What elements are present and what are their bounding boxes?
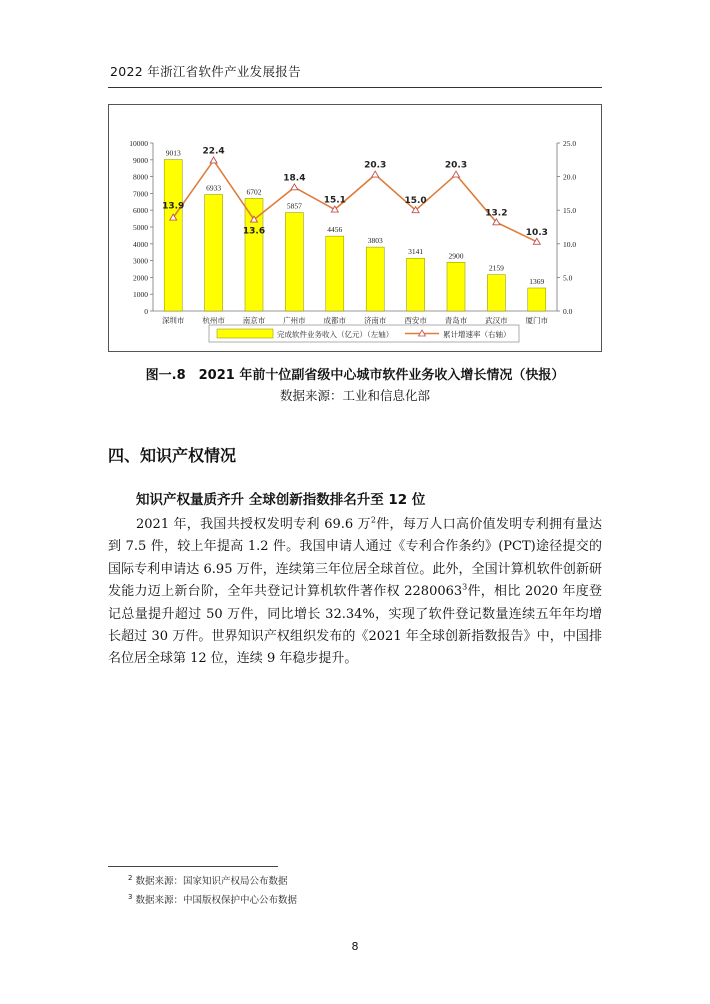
footnote-3 [128,892,297,906]
left-tick-label: 9000 [133,155,148,165]
bar-value-label: 2159 [488,263,504,273]
growth-value-label: 13.9 [162,201,185,212]
footnote-2 [128,873,288,887]
growth-value-label: 13.2 [485,208,508,219]
para-text-3: 件，相比 2020 年度登记总量提升超过 50 万件，同比增长 32.34%，实现了软件登记数量连续五年年均增长超过 30 万件。世界知识产权组织发布的《2021 年全球创新指数报告》中，中国排名位居全球第 12 位，连续 9 年稳步提升。 [108,584,602,667]
bar-value-label: 6933 [206,183,222,193]
combo-chart [109,105,603,353]
right-tick-label: 15.0 [563,206,577,216]
legend-line-label: 累计增速率（右轴） [443,330,511,339]
bar-7 [447,262,465,311]
footnote-text: 数据来源：国家知识产权局公布数据 [132,876,288,887]
bar-value-label: 3803 [367,236,383,246]
bar-value-label: 4456 [327,225,343,235]
bar-5 [366,247,384,311]
footnote-rule [108,866,278,867]
growth-point-1 [210,157,217,163]
bar-value-label: 3141 [408,247,424,257]
sub-heading: 知识产权量质齐升 全球创新指数排名升至 12 位 [136,492,426,508]
left-tick-label: 7000 [133,189,148,199]
para-text-2: 件，每万人口高价值发明专利拥有量达到 7.5 件，较上年提高 1.2 件。我国申请人通过《专利合作条约》(PCT)途径提交的国际专利申请达 6.95 万件，连续第三年位居全球首位。此外，全国计算机软件创新研发能力迈上新台阶，全年共登记计算机软件著作权 2280063 [108,517,602,600]
growth-point-5 [372,171,379,177]
header-rule [108,87,602,88]
bar-3 [285,213,303,311]
left-tick-label: 8000 [133,172,148,182]
growth-value-label: 15.1 [323,195,346,206]
footnote-text: 数据来源：中国版权保护中心公布数据 [132,895,297,906]
bar-6 [407,258,425,311]
category-label: 武汉市 [485,316,508,325]
category-label: 南京市 [242,316,266,325]
bar-0 [162,160,185,311]
legend-bar-swatch [217,329,273,338]
right-tick-label: 5.0 [563,273,573,283]
category-label: 西安市 [404,316,427,325]
growth-value-label: 20.3 [444,160,468,171]
growth-value-label: 18.4 [283,173,306,184]
footnote-ref-3: 3 [462,582,468,592]
para-text-1: 2021 年，我国共授权发明专利 69.6 万 [136,517,371,532]
growth-line [173,160,537,241]
right-tick-label: 20.0 [563,172,577,182]
left-tick-label: 0 [144,307,148,316]
footnote-mark: 3 [128,892,133,901]
category-label: 广州市 [283,316,306,325]
body-paragraph [108,514,602,671]
section-heading: 四、知识产权情况 [108,446,237,465]
left-tick-label: 3000 [133,256,148,266]
bar-value-label: 6702 [246,187,262,197]
left-tick-label: 2000 [133,273,148,283]
growth-value-label: 13.6 [242,226,266,237]
bar-value-label: 9013 [165,148,181,158]
chart-figure [108,104,602,352]
growth-point-3 [291,184,298,190]
running-header: 2022 年浙江省软件产业发展报告 [110,64,301,79]
growth-value-label: 10.3 [525,227,548,238]
bar-4 [326,236,344,311]
category-label: 深圳市 [161,316,185,325]
right-tick-label: 10.0 [563,239,577,249]
legend-bar-label: 完成软件业务收入（亿元）（左轴） [277,330,394,339]
growth-point-7 [453,171,460,177]
bar-1 [205,195,223,311]
figure-caption: 图一.8 2021 年前十位副省级中心城市软件业务收入增长情况（快报） [145,368,565,383]
bar-value-label: 1369 [529,277,545,287]
right-tick-label: 0.0 [563,307,573,316]
category-label: 厦门市 [525,316,549,325]
footnote-mark: 2 [128,873,133,882]
growth-value-label: 20.3 [364,160,387,171]
bar-value-label: 2900 [448,251,464,261]
category-label: 杭州市 [202,316,225,325]
growth-value-label: 15.0 [404,196,427,207]
right-tick-label: 25.0 [563,139,577,148]
bar-9 [528,288,546,311]
category-label: 青岛市 [444,316,468,325]
page-number: 8 [351,940,359,953]
left-tick-label: 6000 [133,206,148,216]
bar-value-label: 5857 [286,201,302,211]
category-label: 成都市 [323,316,347,325]
footnote-ref-2: 2 [370,515,376,525]
bar-8 [487,275,505,311]
figure-source: 数据来源：工业和信息化部 [279,388,430,403]
left-tick-label: 4000 [133,239,148,249]
category-label: 济南市 [363,316,387,325]
growth-value-label: 22.4 [202,146,225,157]
left-tick-label: 5000 [133,223,148,232]
left-tick-label: 1000 [133,290,148,300]
left-tick-label: 10000 [129,139,148,148]
